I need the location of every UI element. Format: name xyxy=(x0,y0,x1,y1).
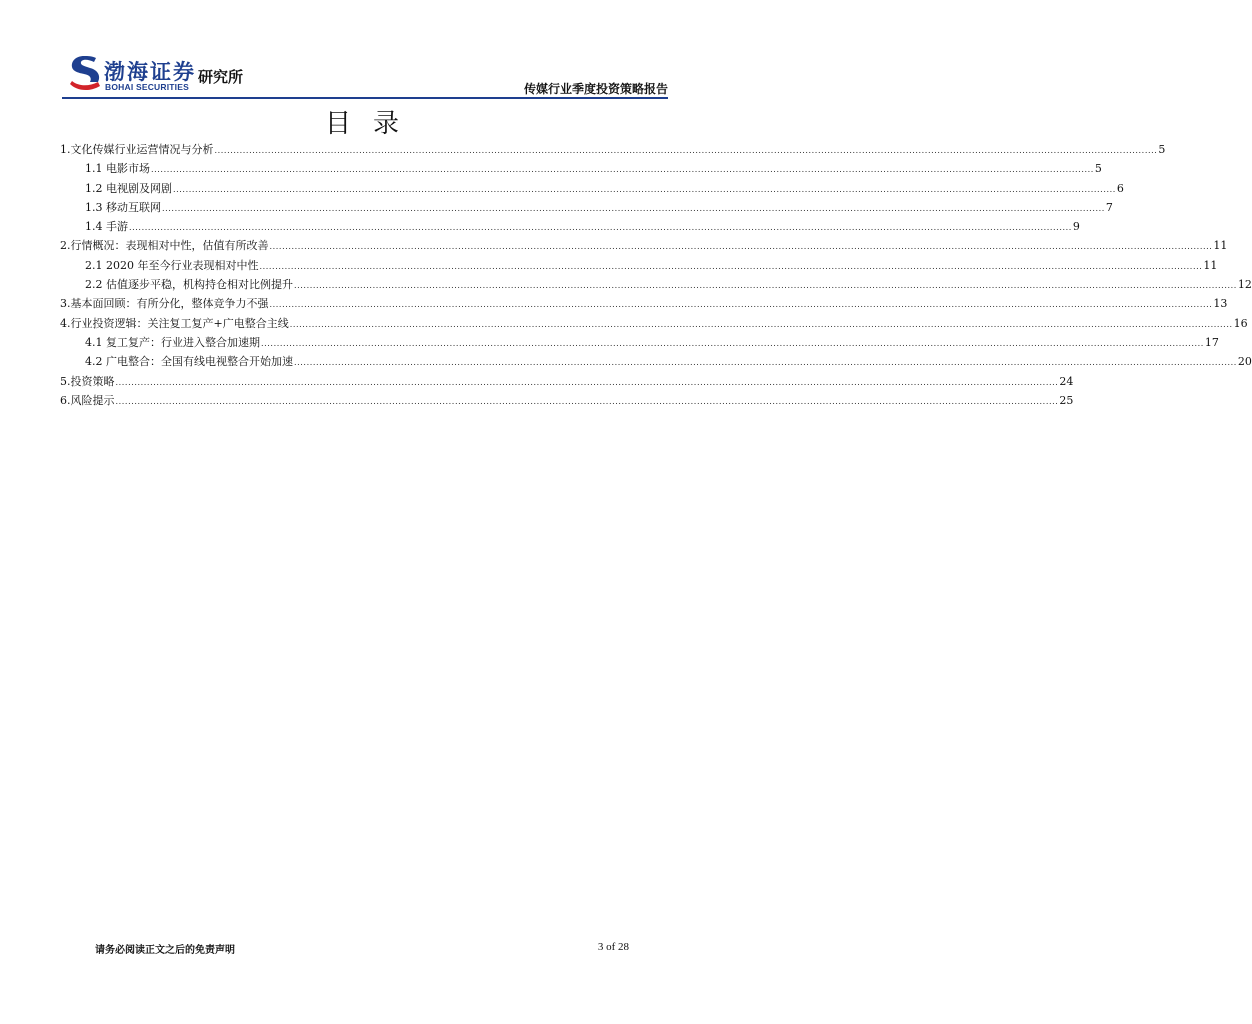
toc-entry-title: 1.1 电影市场 xyxy=(85,162,150,176)
toc-entry-page: 5 xyxy=(1094,162,1102,176)
toc-entry-title: 2.行情概况：表现相对中性，估值有所改善 xyxy=(60,239,269,253)
toc-entry-page: 11 xyxy=(1203,258,1218,272)
toc-dot-leader: ............................................................................................................................................................................................................................................................................................................ xyxy=(129,223,1072,233)
toc-entry[interactable] xyxy=(60,218,1080,237)
toc-dot-leader: ............................................................................................................................................................................................................................................................................................................ xyxy=(151,165,1094,175)
institute-label: 研究所 xyxy=(198,68,244,86)
toc-entry[interactable] xyxy=(60,392,1074,411)
page-number: 3 of 28 xyxy=(597,941,629,953)
toc-entry-page: 13 xyxy=(1213,297,1228,311)
toc-entry[interactable] xyxy=(60,353,1252,372)
toc-heading: 目录 xyxy=(324,109,421,139)
toc-entry-page: 5 xyxy=(1158,143,1166,156)
toc-entry[interactable] xyxy=(60,334,1219,353)
toc-entry-page: 9 xyxy=(1072,220,1080,234)
toc-dot-leader: ............................................................................................................................................................................................................................................................................................................ xyxy=(289,319,1233,329)
report-type-title: 传媒行业季度投资策略报告 xyxy=(523,82,668,96)
toc-entry-page: 17 xyxy=(1204,335,1219,349)
toc-entry-page: 11 xyxy=(1213,239,1228,253)
toc-entry-title: 6.风险提示 xyxy=(60,393,115,407)
toc-entry[interactable] xyxy=(60,199,1113,218)
toc-dot-leader: ............................................................................................................................................................................................................................................................................................................ xyxy=(115,377,1059,387)
toc-entry-title: 4.1 复工复产：行业进入整合加速期 xyxy=(85,335,260,349)
toc-entry[interactable] xyxy=(60,257,1218,276)
toc-entry[interactable] xyxy=(60,237,1228,256)
toc-entry-title: 2.1 2020 年至今行业表现相对中性 xyxy=(85,258,259,272)
page-header xyxy=(62,50,668,100)
toc-entry[interactable] xyxy=(60,373,1074,392)
toc-dot-leader: ............................................................................................................................................................................................................................................................................................................ xyxy=(173,184,1116,194)
toc-entry[interactable] xyxy=(60,315,1248,334)
toc-entry-page: 7 xyxy=(1105,200,1113,214)
toc-dot-leader: ............................................................................................................................................................................................................................................................................................................ xyxy=(294,281,1237,291)
toc-entry-title: 3.基本面回顾：有所分化，整体竞争力不强 xyxy=(60,297,269,311)
toc-entry-title: 5.投资策略 xyxy=(60,374,115,388)
disclaimer-notice: 请务必阅读正文之后的免责声明 xyxy=(95,945,235,956)
toc-entry-title: 1.2 电视剧及网剧 xyxy=(85,181,172,195)
toc-dot-leader: ............................................................................................................................................................................................................................................................................................................ xyxy=(294,358,1237,368)
toc-entry-title: 1.文化传媒行业运营情况与分析 xyxy=(60,143,214,156)
toc-entry-page: 25 xyxy=(1059,393,1074,407)
toc-entry-page: 20 xyxy=(1237,355,1252,369)
toc-entry-title: 2.2 估值逐步平稳，机构持仓相对比例提升 xyxy=(85,278,293,292)
toc-entry-page: 12 xyxy=(1237,278,1252,292)
toc-dot-leader: ............................................................................................................................................................................................................................................................................................................ xyxy=(269,300,1213,310)
toc-dot-leader: ............................................................................................................................................................................................................................................................................................................ xyxy=(115,396,1059,406)
toc-entry[interactable] xyxy=(60,160,1102,179)
toc-entry-title: 1.4 手游 xyxy=(85,220,128,234)
toc-entry-title: 1.3 移动互联网 xyxy=(85,200,161,214)
toc-entry[interactable] xyxy=(60,180,1124,199)
toc-entry-page: 24 xyxy=(1059,374,1074,388)
toc-entry[interactable] xyxy=(60,295,1228,314)
table-of-contents xyxy=(60,141,1252,411)
toc-dot-leader: ............................................................................................................................................................................................................................................................................................................ xyxy=(259,261,1203,271)
toc-entry[interactable] xyxy=(60,141,1166,160)
toc-dot-leader: ............................................................................................................................................................................................................................................................................................................ xyxy=(261,338,1204,348)
logo-english-name: BOHAI SECURITIES xyxy=(105,82,189,92)
toc-entry-page: 6 xyxy=(1116,181,1124,195)
toc-entry[interactable] xyxy=(60,276,1252,295)
toc-dot-leader: ............................................................................................................................................................................................................................................................................................................ xyxy=(269,242,1213,252)
bohai-logo-icon xyxy=(68,54,102,94)
logo-chinese-name: 渤海证券 xyxy=(104,60,196,84)
toc-entry-title: 4.行业投资逻辑：关注复工复产+广电整合主线 xyxy=(60,316,289,330)
toc-entry-page: 16 xyxy=(1233,316,1248,330)
toc-dot-leader: ............................................................................................................................................................................................................................................................................................................ xyxy=(214,146,1158,155)
toc-entry-title: 4.2 广电整合：全国有线电视整合开始加速 xyxy=(85,355,293,369)
toc-dot-leader: ............................................................................................................................................................................................................................................................................................................ xyxy=(162,203,1105,213)
header-divider xyxy=(62,97,668,99)
